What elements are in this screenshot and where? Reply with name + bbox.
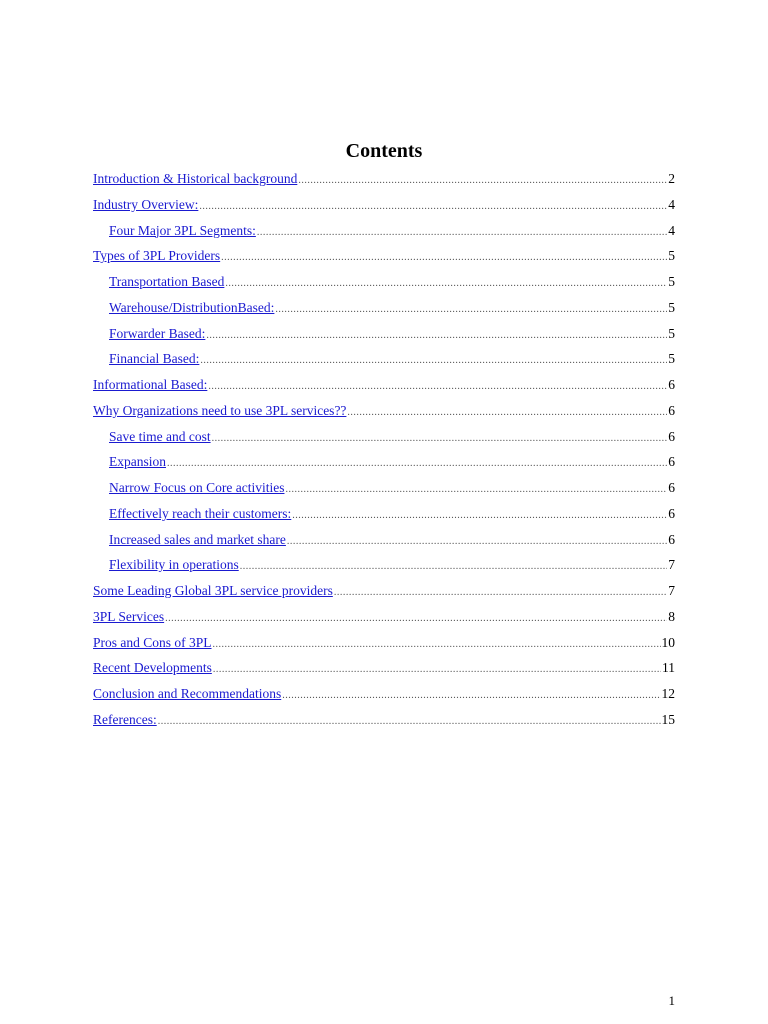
toc-entry-link[interactable]: Some Leading Global 3PL service providers [93, 583, 333, 598]
toc-entry [93, 506, 675, 532]
toc-dot-leader [292, 510, 667, 521]
toc-entry-link[interactable]: Conclusion and Recommendations [93, 686, 282, 701]
toc-dot-leader [221, 252, 667, 263]
toc-dot-leader [285, 484, 667, 495]
toc-entry-page-number: 6 [668, 505, 675, 521]
toc-entry-page-number: 2 [668, 171, 675, 186]
toc-entry [93, 635, 675, 661]
toc-dot-leader [165, 613, 667, 624]
toc-entry [93, 532, 675, 558]
toc-entry [93, 609, 675, 635]
table-of-contents [93, 171, 675, 738]
toc-entry-page-number: 4 [668, 196, 675, 212]
toc-dot-leader [287, 536, 667, 547]
toc-entry-link[interactable]: Financial Based: [109, 351, 200, 367]
toc-dot-leader [225, 278, 667, 289]
toc-dot-leader [334, 587, 667, 598]
toc-entry-link[interactable]: Recent Developments [93, 660, 212, 676]
toc-entry [93, 248, 675, 274]
toc-entry-link[interactable]: Increased sales and market share [109, 531, 286, 547]
toc-dot-leader [298, 175, 667, 186]
toc-dot-leader [257, 227, 667, 238]
toc-entry [93, 712, 675, 738]
toc-entry [93, 557, 675, 583]
toc-entry-page-number: 12 [661, 686, 675, 701]
toc-entry-page-number: 6 [668, 428, 675, 444]
toc-entry [93, 480, 675, 506]
toc-heading: Contents [345, 140, 423, 162]
toc-entry-page-number: 6 [668, 402, 675, 418]
toc-entry-link[interactable]: Types of 3PL Providers [93, 248, 221, 264]
toc-entry-link[interactable]: Four Major 3PL Segments: [109, 222, 256, 238]
toc-entry [93, 377, 675, 403]
toc-dot-leader [213, 664, 661, 675]
page-number: 1 [668, 993, 675, 1008]
toc-entry [93, 403, 675, 429]
toc-entry-link[interactable]: Transportation Based [109, 274, 225, 289]
toc-entry [93, 300, 675, 326]
toc-entry-page-number: 6 [668, 377, 675, 392]
toc-entry [93, 274, 675, 300]
toc-entry-page-number: 5 [668, 248, 675, 264]
toc-entry-link[interactable]: Expansion [109, 454, 166, 470]
toc-entry-page-number: 5 [668, 274, 675, 289]
toc-entry-page-number: 6 [668, 531, 675, 547]
toc-dot-leader [199, 201, 667, 212]
toc-dot-leader [213, 639, 661, 650]
toc-entry-link[interactable]: Informational Based: [93, 377, 208, 392]
toc-entry-link[interactable]: 3PL Services [93, 608, 165, 624]
toc-entry [93, 326, 675, 352]
toc-entry-page-number: 5 [668, 351, 675, 367]
toc-entry-link[interactable]: Pros and Cons of 3PL [93, 634, 212, 650]
toc-entry-page-number: 6 [668, 480, 675, 495]
toc-entry [93, 223, 675, 249]
toc-entry-page-number: 10 [661, 634, 675, 650]
toc-entry-page-number: 6 [668, 454, 675, 470]
toc-entry [93, 660, 675, 686]
toc-dot-leader [275, 304, 667, 315]
toc-entry-link[interactable]: References: [93, 711, 157, 727]
toc-entry [93, 197, 675, 223]
toc-entry-link[interactable]: Flexibility in operations [109, 557, 239, 573]
toc-entry-page-number: 7 [668, 557, 675, 573]
toc-entry [93, 429, 675, 455]
toc-dot-leader [158, 716, 661, 727]
toc-entry-link[interactable]: Effectively reach their customers: [109, 505, 292, 521]
toc-entry-link[interactable]: Save time and cost [109, 428, 211, 444]
toc-dot-leader [167, 458, 667, 469]
toc-dot-leader [212, 433, 668, 444]
toc-dot-leader [200, 355, 667, 366]
toc-entry-page-number: 15 [661, 711, 675, 727]
toc-dot-leader [347, 407, 667, 418]
toc-dot-leader [240, 561, 668, 572]
toc-entry-page-number: 5 [668, 325, 675, 341]
toc-entry-page-number: 11 [662, 660, 675, 676]
toc-entry-link[interactable]: Industry Overview: [93, 196, 199, 212]
toc-entry [93, 583, 675, 609]
toc-entry-page-number: 5 [668, 299, 675, 315]
toc-entry-page-number: 4 [668, 222, 675, 238]
toc-entry-link[interactable]: Forwarder Based: [109, 325, 206, 341]
toc-entry-link[interactable]: Narrow Focus on Core activities [109, 480, 285, 495]
toc-entry-link[interactable]: Introduction & Historical background [93, 171, 298, 186]
toc-entry [93, 454, 675, 480]
toc-entry-link[interactable]: Warehouse/DistributionBased: [109, 299, 275, 315]
toc-entry [93, 351, 675, 377]
toc-entry-link[interactable]: Why Organizations need to use 3PL services?? [93, 402, 347, 418]
toc-dot-leader [208, 381, 667, 392]
toc-entry-page-number: 8 [668, 608, 675, 624]
toc-dot-leader [282, 690, 660, 701]
toc-dot-leader [206, 330, 667, 341]
toc-entry [93, 686, 675, 712]
toc-entry-page-number: 7 [668, 583, 675, 598]
toc-entry [93, 171, 675, 197]
